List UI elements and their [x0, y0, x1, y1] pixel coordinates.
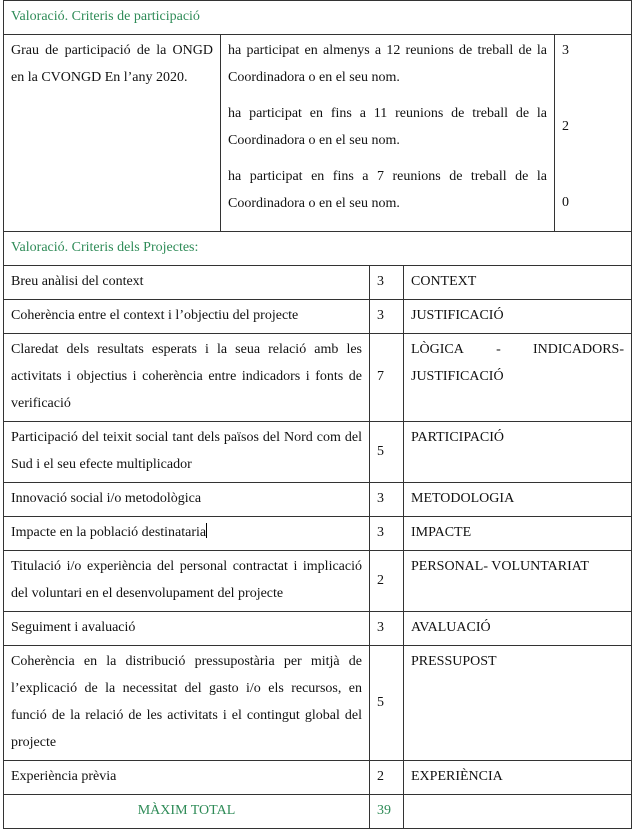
category-part: - — [496, 342, 501, 357]
participation-criterion: Grau de participació de la ONGD en la CVONGD En l’any 2020. — [4, 35, 221, 232]
category-cell: PRESSUPOST — [404, 646, 632, 761]
table-row — [4, 422, 632, 483]
score-cell: 5 — [370, 422, 404, 483]
table-row — [4, 517, 632, 551]
table-row — [4, 761, 632, 795]
score-cell: 3 — [370, 300, 404, 334]
participation-score-2: 2 — [562, 119, 569, 134]
total-value: 39 — [370, 795, 404, 829]
participation-option-1: ha participat en almenys a 12 reunions de treball de la Coordinadora o en el seu nom. — [228, 43, 547, 85]
score-cell: 2 — [370, 761, 404, 795]
participation-header: Valoració. Criteris de participació — [4, 1, 632, 35]
criterion-cell: Breu anàlisi del context — [4, 266, 370, 300]
document-page — [3, 0, 631, 829]
score-cell: 2 — [370, 551, 404, 612]
category-cell: IMPACTE — [404, 517, 632, 551]
participation-option-3: ha participat en fins a 7 reunions de treball de la Coordinadora o en el seu nom. — [228, 169, 547, 211]
score-cell: 3 — [370, 266, 404, 300]
category-cell: CONTEXT — [404, 266, 632, 300]
score-cell: 3 — [370, 612, 404, 646]
score-cell: 5 — [370, 646, 404, 761]
table-row — [4, 266, 632, 300]
category-cell: EXPERIÈNCIA — [404, 761, 632, 795]
table-row — [4, 551, 632, 612]
category-cell: AVALUACIÓ — [404, 612, 632, 646]
category-cell: PERSONAL- VOLUNTARIAT — [404, 551, 632, 612]
projects-header: Valoració. Criteris dels Projectes: — [4, 232, 632, 266]
score-cell: 7 — [370, 334, 404, 422]
participation-score-3: 0 — [562, 195, 569, 210]
total-label: MÀXIM TOTAL — [4, 795, 370, 829]
score-cell: 3 — [370, 483, 404, 517]
criterion-cell: Innovació social i/o metodològica — [4, 483, 370, 517]
table-row — [4, 612, 632, 646]
table-row — [4, 483, 632, 517]
category-part: INDICADORS- — [533, 342, 624, 357]
criterion-cell: Coherència entre el context i l’objectiu del projecte — [4, 300, 370, 334]
criterion-cell — [4, 517, 370, 551]
criterion-cell: Seguiment i avaluació — [4, 612, 370, 646]
projects-table — [3, 231, 632, 829]
criterion-cell: Participació del teixit social tant dels països del Nord com del Sud i el seu efecte multiplicador — [4, 422, 370, 483]
participation-table — [3, 0, 632, 232]
category-cell: PARTICIPACIÓ — [404, 422, 632, 483]
criterion-cell: Claredat dels resultats esperats i la seua relació amb les activitats i objectius i coherència entre indicadors i fonts de verificació — [4, 334, 370, 422]
participation-options — [221, 35, 555, 232]
total-empty-cell — [404, 795, 632, 829]
category-cell: METODOLOGIA — [404, 483, 632, 517]
criterion-cell: Titulació i/o experiència del personal contractat i implicació del voluntari en el desenvolupament del projecte — [4, 551, 370, 612]
participation-score-1: 3 — [562, 43, 569, 58]
category-part: JUSTIFICACIÓ — [411, 369, 504, 384]
table-row — [4, 334, 632, 422]
category-part: LÒGICA — [411, 342, 464, 357]
criterion-cell: Experiència prèvia — [4, 761, 370, 795]
criterion-cell: Coherència en la distribució pressupostària per mitjà de l’explicació de la necessitat del gasto i/o els recursos, en funció de la relació de les activitats i el contingut global del projecte — [4, 646, 370, 761]
category-cell — [404, 334, 632, 422]
participation-option-2: ha participat en fins a 11 reunions de treball de la Coordinadora o en el seu nom. — [228, 106, 547, 148]
participation-scores — [555, 35, 632, 232]
text-cursor — [206, 523, 207, 538]
category-cell: JUSTIFICACIÓ — [404, 300, 632, 334]
table-row — [4, 646, 632, 761]
criterion-text: Impacte en la població destinataria — [11, 525, 207, 540]
score-cell: 3 — [370, 517, 404, 551]
table-row — [4, 300, 632, 334]
total-row — [4, 795, 632, 829]
